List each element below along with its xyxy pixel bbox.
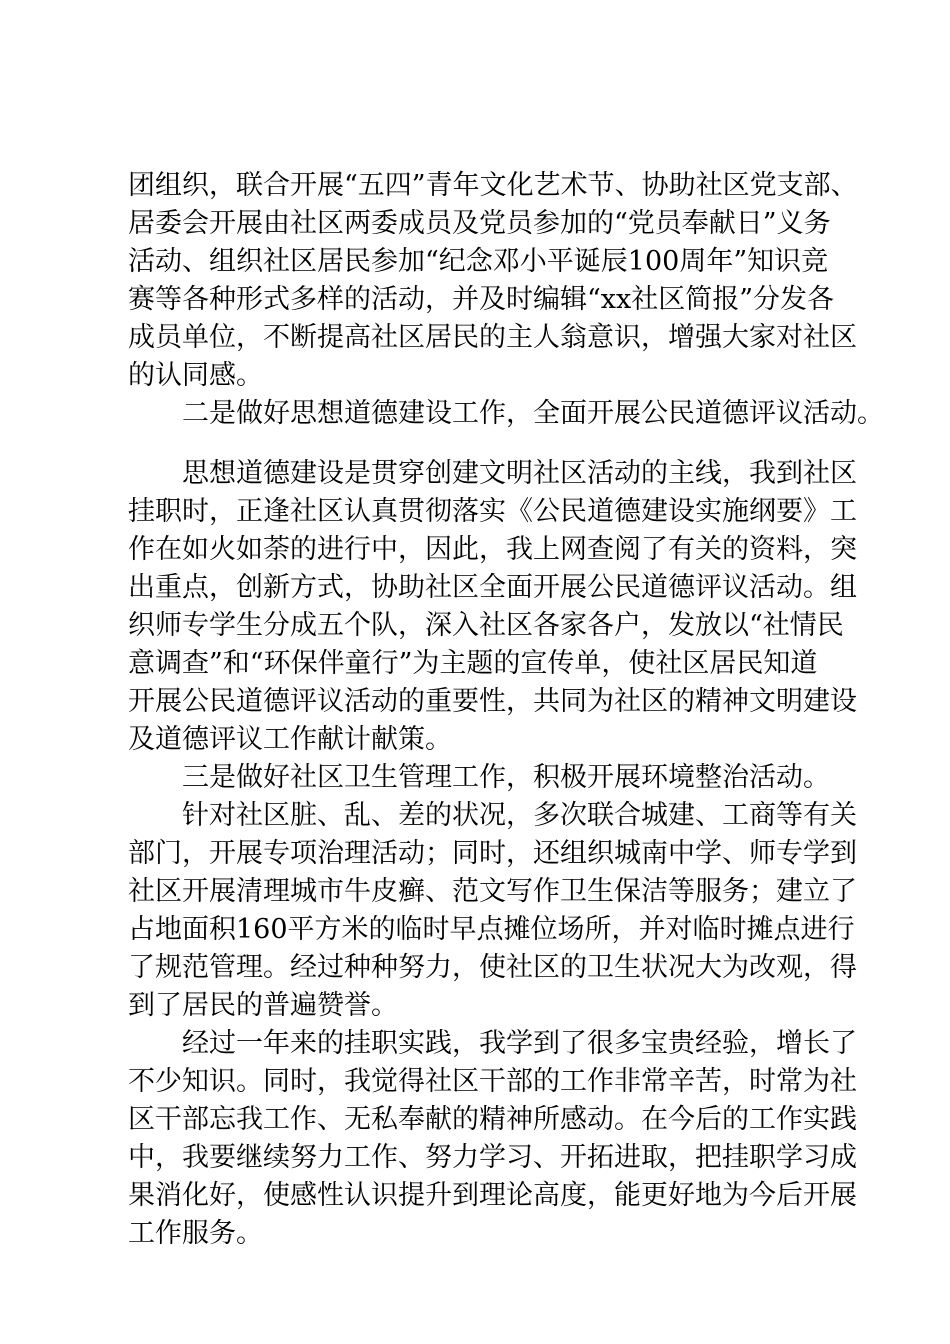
text-line: 经过一年来的挂职实践，我学到了很多宝贵经验，增长了	[128, 1028, 857, 1059]
text-line: 了规范管理。经过种种努力，使社区的卫生状况大为改观，得	[128, 952, 857, 983]
text-line: 活动、组织社区居民参加“纪念邓小平诞辰100周年”知识竞	[128, 246, 829, 277]
text-line: 挂职时，正逢社区认真贯彻落实《公民道德建设实施纲要》工	[128, 496, 857, 527]
text-line: 部门，开展专项治理活动；同时，还组织城南中学、师专学到	[128, 838, 857, 869]
section-heading: 三是做好社区卫生管理工作，积极开展环境整治活动。	[128, 762, 830, 793]
text-line: 意调查”和“环保伴童行”为主题的宣传单，使社区居民知道	[128, 648, 818, 679]
text-line: 工作服务。	[128, 1218, 263, 1249]
text-line: 社区开展清理城市牛皮癣、范文写作卫生保洁等服务；建立了	[128, 876, 857, 907]
text-line: 及道德评议工作献计献策。	[128, 724, 452, 755]
text-line: 占地面积160平方米的临时早点摊位场所，并对临时摊点进行	[128, 914, 855, 945]
text-line: 不少知识。同时，我觉得社区干部的工作非常辛苦，时常为社	[128, 1066, 857, 1097]
text-line: 开展公民道德评议活动的重要性，共同为社区的精神文明建设	[128, 686, 857, 717]
text-line: 赛等各种形式多样的活动，并及时编辑“xx社区简报”分发各	[128, 284, 835, 315]
text-line: 针对社区脏、乱、差的状况，多次联合城建、工商等有关	[128, 800, 857, 831]
text-line: 果消化好，使感性认识提升到理论高度，能更好地为今后开展	[128, 1180, 857, 1211]
text-line: 的认同感。	[128, 360, 263, 391]
text-line: 作在如火如荼的进行中，因此，我上网查阅了有关的资料，突	[128, 534, 857, 565]
text-line: 思想道德建设是贯穿创建文明社区活动的主线，我到社区	[128, 458, 857, 489]
text-line: 出重点，创新方式，协助社区全面开展公民道德评议活动。组	[128, 572, 857, 603]
text-line: 到了居民的普遍赞誉。	[128, 990, 398, 1021]
text-line: 成员单位，不断提高社区居民的主人翁意识，增强大家对社区	[128, 322, 857, 353]
text-line: 居委会开展由社区两委成员及党员参加的“党员奉献日”义务	[128, 208, 831, 239]
text-line: 中，我要继续努力工作、努力学习、开拓进取，把挂职学习成	[128, 1142, 857, 1173]
text-line: 织师专学生分成五个队，深入社区各家各户，发放以“社情民	[128, 610, 844, 641]
text-line: 区干部忘我工作、无私奉献的精神所感动。在今后的工作实践	[128, 1104, 857, 1135]
text-line: 团组织，联合开展“五四”青年文化艺术节、协助社区党支部、	[128, 170, 858, 201]
section-heading: 二是做好思想道德建设工作，全面开展公民道德评议活动。	[128, 398, 884, 429]
